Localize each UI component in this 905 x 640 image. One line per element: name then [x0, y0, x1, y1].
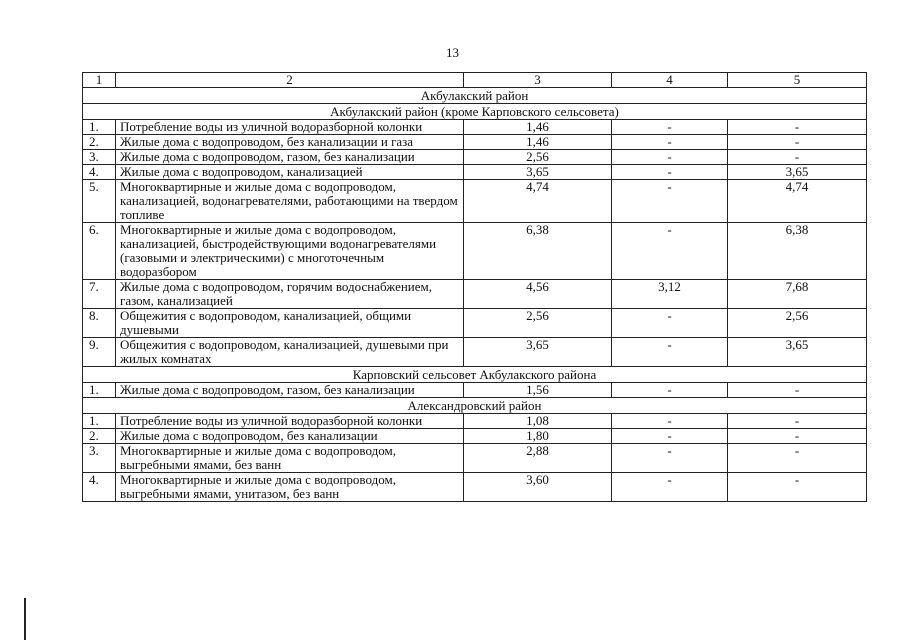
row-value-col-4: - — [612, 135, 728, 150]
table-row — [83, 429, 867, 444]
row-description: Жилые дома с водопроводом, без канализации — [116, 429, 464, 444]
row-description: Многоквартирные и жилые дома с водопроводом, канализацией, быстродействующими водонагревателями (газовыми и электрическими) с многоточечным водоразбором — [116, 223, 464, 280]
row-description: Общежития с водопроводом, канализацией, общими душевыми — [116, 309, 464, 338]
table-row — [83, 135, 867, 150]
row-number: 2. — [83, 429, 116, 444]
row-value-col-4: - — [612, 180, 728, 223]
row-value-col-4: - — [612, 414, 728, 429]
row-value-col-4: - — [612, 473, 728, 502]
header-col-5: 5 — [728, 73, 867, 88]
row-value-col-5: 3,65 — [728, 338, 867, 367]
header-col-2: 2 — [116, 73, 464, 88]
row-value-col-5: 7,68 — [728, 280, 867, 309]
header-col-3: 3 — [464, 73, 612, 88]
row-value-col-3: 3,60 — [464, 473, 612, 502]
row-description: Общежития с водопроводом, канализацией, душевыми при жилых комнатах — [116, 338, 464, 367]
table-row — [83, 338, 867, 367]
row-value-col-5: 4,74 — [728, 180, 867, 223]
scan-edge-mark — [24, 598, 26, 640]
row-number: 7. — [83, 280, 116, 309]
section-title: Александровский район — [83, 398, 867, 414]
row-value-col-5: 3,65 — [728, 165, 867, 180]
row-value-col-4: - — [612, 338, 728, 367]
section-title-row — [83, 104, 867, 120]
row-value-col-4: - — [612, 120, 728, 135]
row-value-col-5: - — [728, 414, 867, 429]
row-number: 1. — [83, 414, 116, 429]
row-value-col-4: - — [612, 444, 728, 473]
row-value-col-4: - — [612, 165, 728, 180]
row-description: Многоквартирные и жилые дома с водопроводом, канализацией, водонагревателями, работающими на твердом топливе — [116, 180, 464, 223]
row-description: Жилые дома с водопроводом, газом, без канализации — [116, 383, 464, 398]
header-col-1: 1 — [83, 73, 116, 88]
row-value-col-5: - — [728, 150, 867, 165]
row-number: 9. — [83, 338, 116, 367]
table-row — [83, 223, 867, 280]
row-value-col-4: 3,12 — [612, 280, 728, 309]
section-title-row — [83, 398, 867, 414]
row-value-col-3: 1,56 — [464, 383, 612, 398]
row-number: 4. — [83, 165, 116, 180]
section-title: Карповский сельсовет Акбулакского района — [83, 367, 867, 383]
row-value-col-3: 1,08 — [464, 414, 612, 429]
row-value-col-5: - — [728, 444, 867, 473]
row-description: Жилые дома с водопроводом, газом, без канализации — [116, 150, 464, 165]
row-number: 8. — [83, 309, 116, 338]
row-description: Жилые дома с водопроводом, канализацией — [116, 165, 464, 180]
row-value-col-3: 4,56 — [464, 280, 612, 309]
table-row — [83, 473, 867, 502]
row-value-col-5: - — [728, 473, 867, 502]
row-value-col-4: - — [612, 150, 728, 165]
row-number: 6. — [83, 223, 116, 280]
row-value-col-3: 2,88 — [464, 444, 612, 473]
row-number: 3. — [83, 444, 116, 473]
row-number: 1. — [83, 383, 116, 398]
table-row — [83, 180, 867, 223]
row-value-col-5: 2,56 — [728, 309, 867, 338]
row-value-col-4: - — [612, 309, 728, 338]
row-value-col-3: 3,65 — [464, 338, 612, 367]
section-title: Акбулакский район (кроме Карповского сельсовета) — [83, 104, 867, 120]
row-description: Потребление воды из уличной водоразборной колонки — [116, 120, 464, 135]
row-description: Потребление воды из уличной водоразборной колонки — [116, 414, 464, 429]
table-row — [83, 165, 867, 180]
row-value-col-3: 2,56 — [464, 150, 612, 165]
row-value-col-4: - — [612, 429, 728, 444]
section-title-row — [83, 367, 867, 383]
row-value-col-4: - — [612, 383, 728, 398]
row-number: 3. — [83, 150, 116, 165]
row-number: 4. — [83, 473, 116, 502]
table-row — [83, 120, 867, 135]
row-value-col-5: - — [728, 383, 867, 398]
row-value-col-5: - — [728, 429, 867, 444]
row-value-col-5: 6,38 — [728, 223, 867, 280]
row-number: 5. — [83, 180, 116, 223]
norms-table — [82, 72, 867, 502]
row-value-col-5: - — [728, 120, 867, 135]
row-number: 2. — [83, 135, 116, 150]
row-value-col-3: 4,74 — [464, 180, 612, 223]
section-title-row — [83, 88, 867, 104]
row-value-col-3: 3,65 — [464, 165, 612, 180]
row-description: Жилые дома с водопроводом, без канализации и газа — [116, 135, 464, 150]
table-row — [83, 444, 867, 473]
table-header-row — [83, 73, 867, 88]
row-value-col-3: 1,46 — [464, 120, 612, 135]
row-description: Жилые дома с водопроводом, горячим водоснабжением, газом, канализацией — [116, 280, 464, 309]
row-value-col-4: - — [612, 223, 728, 280]
row-value-col-3: 6,38 — [464, 223, 612, 280]
row-value-col-3: 1,46 — [464, 135, 612, 150]
header-col-4: 4 — [612, 73, 728, 88]
row-value-col-5: - — [728, 135, 867, 150]
row-number: 1. — [83, 120, 116, 135]
table-row — [83, 414, 867, 429]
row-description: Многоквартирные и жилые дома с водопроводом, выгребными ямами, унитазом, без ванн — [116, 473, 464, 502]
table-row — [83, 150, 867, 165]
norms-table-body — [83, 73, 867, 502]
table-row — [83, 280, 867, 309]
row-description: Многоквартирные и жилые дома с водопроводом, выгребными ямами, без ванн — [116, 444, 464, 473]
table-row — [83, 309, 867, 338]
table-row — [83, 383, 867, 398]
page-number: 13 — [446, 45, 459, 60]
row-value-col-3: 1,80 — [464, 429, 612, 444]
section-title: Акбулакский район — [83, 88, 867, 104]
row-value-col-3: 2,56 — [464, 309, 612, 338]
